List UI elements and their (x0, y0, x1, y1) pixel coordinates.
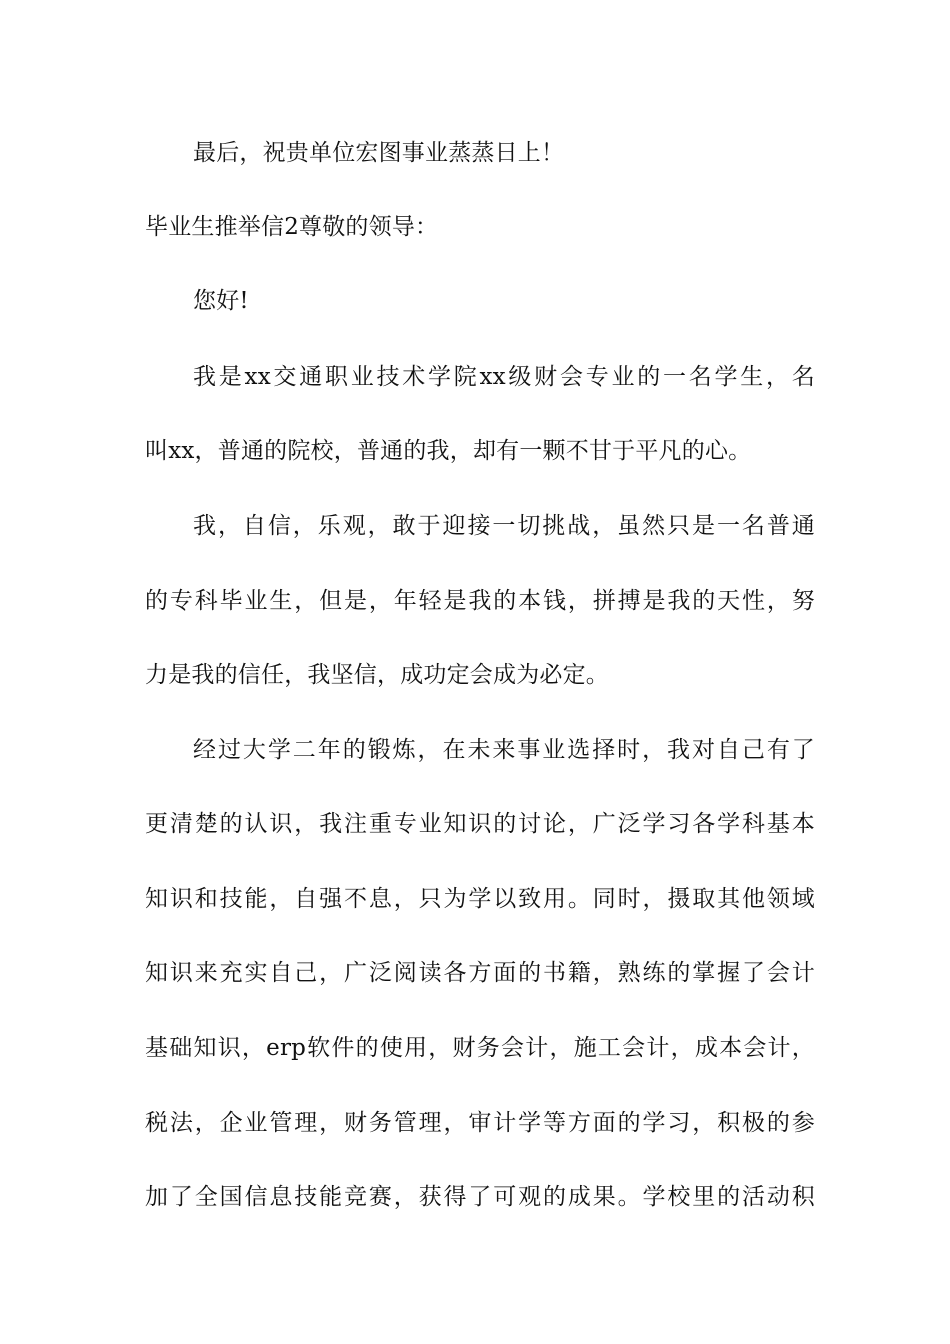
paragraph-3-line-7: 加了全国信息技能竞赛，获得了可观的成果。学校里的活动积 (145, 1184, 815, 1210)
closing-wish-line: 最后，祝贵单位宏图事业蒸蒸日上！ (193, 140, 565, 166)
paragraph-1-line-1: 我是xx交通职业技术学院xx级财会专业的一名学生，名 (193, 364, 815, 390)
paragraph-2-line-2: 的专科毕业生，但是，年轻是我的本钱，拼搏是我的天性，努 (145, 588, 815, 614)
paragraph-2-line-1: 我，自信，乐观，敢于迎接一切挑战，虽然只是一名普通 (193, 513, 815, 539)
paragraph-3-line-6: 税法，企业管理，财务管理，审计学等方面的学习，积极的参 (145, 1110, 815, 1136)
greeting-line: 您好! (193, 288, 249, 314)
letter-heading-salutation: 毕业生推举信2尊敬的领导： (145, 214, 439, 240)
paragraph-2-line-3: 力是我的信任，我坚信，成功定会成为必定。 (145, 662, 609, 688)
paragraph-1-line-2: 叫xx，普通的院校，普通的我，却有一颗不甘于平凡的心。 (145, 438, 752, 464)
paragraph-3-line-3: 知识和技能，自强不息，只为学以致用。同时，摄取其他领域 (145, 886, 815, 912)
paragraph-3-line-5: 基础知识，erp软件的使用，财务会计，施工会计，成本会计， (145, 1035, 815, 1061)
paragraph-3-line-2: 更清楚的认识，我注重专业知识的讨论，广泛学习各学科基本 (145, 811, 815, 837)
paragraph-3-line-4: 知识来充实自己，广泛阅读各方面的书籍，熟练的掌握了会计 (145, 960, 815, 986)
paragraph-3-line-1: 经过大学二年的锻炼，在未来事业选择时，我对自己有了 (193, 737, 815, 763)
